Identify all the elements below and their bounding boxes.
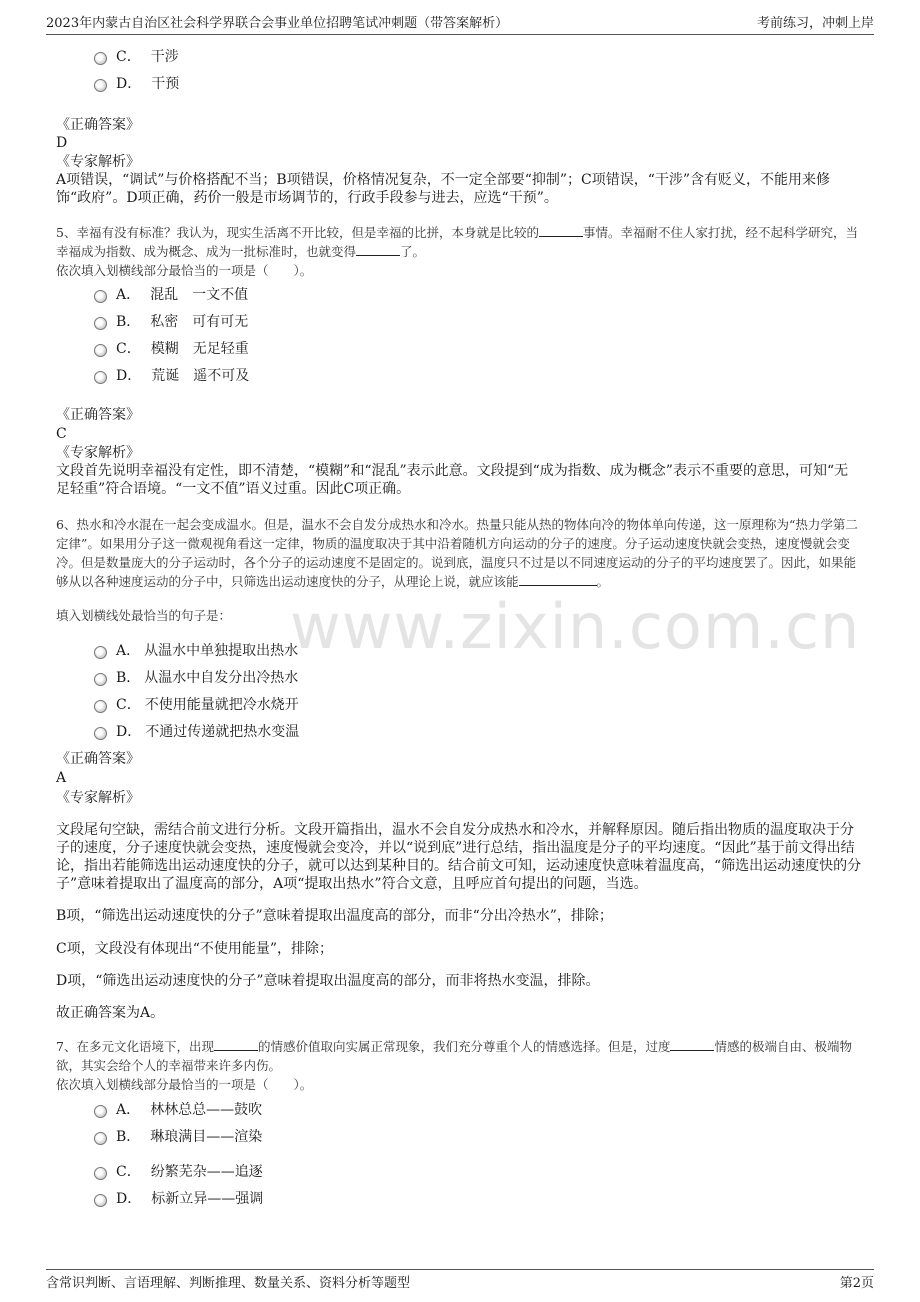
q5-option-a[interactable] <box>94 284 248 304</box>
q5-stem-part: 了。 <box>400 244 426 259</box>
q5-prompt: 依次填入划横线部分最恰当的一项是（ ）。 <box>56 263 313 278</box>
q6-option-a[interactable] <box>94 640 298 660</box>
radio-icon[interactable] <box>94 727 107 740</box>
q5-option-c[interactable] <box>94 338 249 358</box>
header-divider <box>46 34 874 35</box>
q7-option-b[interactable] <box>94 1126 262 1146</box>
option-text: 荒诞 <box>151 368 180 384</box>
option-text: 不通过传递就把热水变温 <box>145 724 300 740</box>
option-text: 琳琅满目——渲染 <box>150 1129 263 1145</box>
option-letter: A． <box>116 643 141 659</box>
option-letter: D． <box>116 368 142 384</box>
option-text: 从温水中单独提取出热水 <box>144 643 299 659</box>
document-title: 2023年内蒙古自治区社会科学界联合会事业单位招聘笔试冲刺题（带答案解析） <box>46 16 509 31</box>
q7-stem-part: 的情感价值取向实属正常现象，我们充分尊重个人的情感选择。但是，过度 <box>257 1039 671 1054</box>
radio-icon[interactable] <box>94 1105 107 1118</box>
option-text: 混乱 <box>150 287 179 303</box>
q6-stem-part: 6、热水和冷水混在一起会变成温水。但是，温水不会自发分成热水和冷水。热量只能从热的物体向冷的物体单向传递，这一原理称为“热力学第二定律”。如果用分子这一微观视角看这一定律，物质的温度取决于其中沿着随机方向运动的分子的速度。分子运动速度快就会变热，速度慢就会变冷。但是数量庞大的分子运动时，各个分子的运动速度不是固定的。说到底，温度只不过是以不同速度运动的分子的平均速度罢了。因此，如果能够从以各种速度运动的分子中，只筛选出运动速度快的分子，从理论上说，就应该能 <box>56 517 858 589</box>
radio-icon[interactable] <box>94 673 107 686</box>
q5-option-b[interactable] <box>94 311 248 331</box>
q6-option-d[interactable] <box>94 721 299 741</box>
fill-blank <box>519 573 597 586</box>
q4-analysis: A项错误，“调试”与价格搭配不当；B项错误，价格情况复杂，不一定全部要“抑制”；C项错误，“干涉”含有贬义，不能用来修饰“政府”。D项正确，药价一般是市场调节的，行政手段参与进去，应选“干预”。 <box>56 172 831 206</box>
radio-icon[interactable] <box>94 1132 107 1145</box>
q7-stem-part: 情感的极端自由、极端 <box>714 1039 840 1054</box>
footer-divider <box>46 1269 874 1270</box>
q6-analysis-paragraph-4: D项，“筛选出运动速度快的分子”意味着提取出温度高的部分，而非将热水变温，排除。 <box>56 973 600 989</box>
option-letter: C． <box>116 49 141 65</box>
option-text: 无足轻重 <box>192 341 249 357</box>
q6-option-c[interactable] <box>94 694 299 714</box>
q7-stem-part: 7、在多元文化语境下，出现 <box>56 1039 214 1054</box>
fill-blank <box>214 1038 258 1051</box>
q5-analysis-label: 《专家解析》 <box>56 445 140 461</box>
option-letter: D． <box>116 76 142 92</box>
option-letter: A． <box>116 1102 141 1118</box>
q7-option-d[interactable] <box>94 1188 263 1208</box>
q5-analysis: 文段首先说明幸福没有定性，即不清楚，“模糊”和“混乱”表示此意。文段提到“成为指数、成为概念”表示不重要的意思，可知“无足轻重”符合语境。“一文不值”语义过重。因此C项正确。 <box>56 463 849 497</box>
option-text: 遥不可及 <box>193 368 250 384</box>
fill-blank <box>356 243 400 256</box>
option-text: 可有可无 <box>192 314 249 330</box>
q7-option-a[interactable] <box>94 1099 262 1119</box>
q5-stem-part: 5、幸福有没有标准？我认为，现实生活离不开比较，但是幸福的比拼，本身就是比较的 <box>56 225 539 240</box>
q4-option-d[interactable] <box>94 73 179 93</box>
q6-analysis-paragraph-3: C项，文段没有体现出“不使用能量”，排除； <box>56 941 334 957</box>
q7-option-c[interactable] <box>94 1161 263 1181</box>
q6-stem <box>56 515 862 591</box>
q7-stem <box>56 1037 862 1075</box>
q5-option-d[interactable] <box>94 365 249 385</box>
page-footer <box>46 1272 874 1291</box>
q6-answer-label: 《正确答案》 <box>56 751 140 767</box>
q5-answer: C <box>56 426 67 442</box>
radio-icon[interactable] <box>94 79 107 92</box>
watermark: www.zixin.com.cn <box>290 590 861 663</box>
option-text: 纷繁芜杂——追逐 <box>150 1164 263 1180</box>
option-text: 一文不值 <box>192 287 249 303</box>
q7-prompt: 依次填入划横线部分最恰当的一项是（ ）。 <box>56 1077 313 1092</box>
q4-option-c[interactable] <box>94 46 179 66</box>
page-number: 第2页 <box>839 1276 874 1291</box>
q7-stem-part: 物欲，其实会给个人的幸福带来许多内伤。 <box>56 1039 853 1073</box>
radio-icon[interactable] <box>94 344 107 357</box>
radio-icon[interactable] <box>94 646 107 659</box>
option-text: 模糊 <box>150 341 179 357</box>
fill-blank <box>670 1038 714 1051</box>
footer-topics: 含常识判断、言语理解、判断推理、数量关系、资料分析等题型 <box>46 1276 411 1291</box>
q6-answer: A <box>56 770 67 786</box>
q6-option-b[interactable] <box>94 667 298 687</box>
q5-stem <box>56 223 862 261</box>
option-letter: A． <box>116 287 141 303</box>
option-text: 林林总总——鼓吹 <box>150 1102 263 1118</box>
option-letter: C． <box>116 341 141 357</box>
fill-blank <box>539 224 583 237</box>
radio-icon[interactable] <box>94 1167 107 1180</box>
radio-icon[interactable] <box>94 317 107 330</box>
q6-analysis-paragraph-2: B项，“筛选出运动速度快的分子”意味着提取出温度高的部分，而非“分出冷热水”，排除； <box>56 908 613 924</box>
radio-icon[interactable] <box>94 371 107 384</box>
q6-analysis-label: 《专家解析》 <box>56 790 140 806</box>
q5-stem-part: 事情。幸福耐不住人家打扰，经不起科学研 <box>582 225 821 240</box>
page-header <box>46 12 874 34</box>
radio-icon[interactable] <box>94 52 107 65</box>
q6-analysis-paragraph-5: 故正确答案为A。 <box>56 1005 165 1021</box>
radio-icon[interactable] <box>94 290 107 303</box>
option-text: 不使用能量就把冷水烧开 <box>144 697 299 713</box>
option-text: 从温水中自发分出冷热水 <box>144 670 299 686</box>
option-letter: B． <box>116 314 141 330</box>
option-text: 干预 <box>151 76 180 92</box>
option-letter: B． <box>116 1129 141 1145</box>
option-letter: C． <box>116 1164 141 1180</box>
q6-prompt: 填入划横线处最恰当的句子是： <box>56 608 232 623</box>
option-letter: D． <box>116 1191 142 1207</box>
radio-icon[interactable] <box>94 700 107 713</box>
option-text: 标新立异——强调 <box>151 1191 264 1207</box>
option-letter: D． <box>116 724 142 740</box>
q5-answer-label: 《正确答案》 <box>56 407 140 423</box>
option-text: 干涉 <box>150 49 179 65</box>
q4-answer-label: 《正确答案》 <box>56 117 140 133</box>
option-letter: B． <box>116 670 141 686</box>
option-letter: C． <box>116 697 141 713</box>
radio-icon[interactable] <box>94 1194 107 1207</box>
q5-stem-part: 究，当幸福成为指数、成为概念、成为一批标准时，也就变得 <box>56 225 858 259</box>
q6-stem-part: 。 <box>596 574 610 589</box>
q4-answer: D <box>56 135 68 151</box>
option-text: 私密 <box>150 314 179 330</box>
header-slogan: 考前练习，冲刺上岸 <box>756 16 874 31</box>
q6-analysis-paragraph-1: 文段尾句空缺，需结合前文进行分析。文段开篇指出，温水不会自发分成热水和冷水，并解释原因。随后指出物质的温度取决于分子的速度，分子速度快就会变热，速度慢就会变冷，并以“说到底”进行总结，指出温度是分子的平均速度。“因此”基于前文得出结论，指出若能筛选出运动速度快的分子，就可以达到某种目的。结合前文可知，运动速度快意味着温度高，“筛选出运动速度快的分子”意味着提取出了温度高的部分，A项“提取出热水”符合文意，且呼应首句提出的问题，当选。 <box>56 822 862 892</box>
q4-analysis-label: 《专家解析》 <box>56 154 140 170</box>
